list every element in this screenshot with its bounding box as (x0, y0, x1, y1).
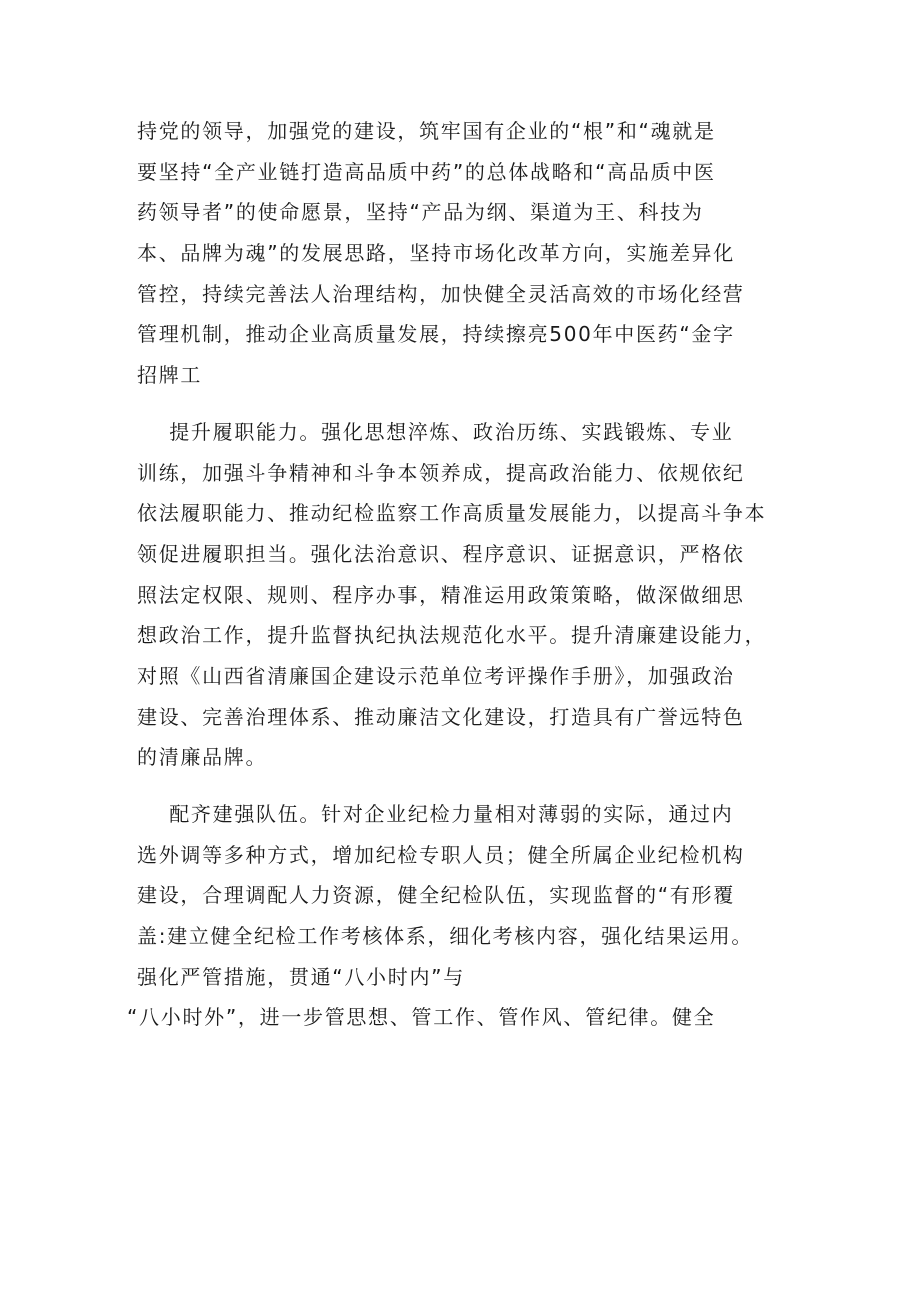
text-line: 盖:建立健全纪检工作考核体系，细化考核内容，强化结果运用。 (137, 924, 754, 949)
text-line: 持党的领导，加强党的建设，筑牢国有企业的“根”和“魂就是 (137, 119, 716, 143)
text-line: 依法履职能力、推动纪检监察工作高质量发展能力，以提高斗争本 (137, 501, 767, 526)
paragraph-2 (137, 412, 797, 778)
text-line: 强化严管措施，贯通“八小时内”与 (137, 964, 465, 989)
text-line: 的清廉品牌。 (137, 745, 268, 770)
paragraph-1 (137, 111, 797, 396)
text-line: 药领导者”的使命愿景，坚持“产品为纲、渠道为王、科技为 (137, 200, 704, 225)
text-line: 管控，持续完善法人治理结构，加快健全灵活高效的市场化经营 (137, 281, 745, 306)
body-text (127, 111, 797, 1038)
paragraph-3 (127, 794, 797, 1038)
text-line: 训练，加强斗争精神和斗争本领养成，提高政治能力、依规依纪 (137, 460, 745, 485)
paragraph-gap (137, 396, 797, 412)
text-line: 招牌工 (137, 363, 203, 388)
text-line: “八小时外”，进一步管思想、管工作、管作风、管纪律。健全 (127, 1005, 716, 1030)
text-line: 照法定权限、规则、程序办事，精准运用政策策略，做深做细思 (137, 582, 745, 607)
text-line: 管理机制，推动企业高质量发展，持续擦亮500年中医药“金字 (137, 322, 735, 347)
text-line: 本、品牌为魂”的发展思路，坚持市场化改革方向，实施差异化 (137, 241, 735, 266)
paragraph-gap (137, 778, 797, 794)
text-line: 选外调等多种方式，增加纪检专职人员；健全所属企业纪检机构 (137, 842, 745, 867)
text-line: 对照《山西省清廉国企建设示范单位考评操作手册》，加强政治 (137, 663, 735, 688)
text-line: 建设，合理调配人力资源，健全纪检队伍，实现监督的“有形覆 (137, 883, 735, 908)
text-line: 想政治工作，提升监督执纪执法规范化水平。提升清廉建设能力， (137, 623, 767, 648)
text-line: 提升履职能力。强化思想淬炼、政治历练、实践锻炼、专业 (137, 419, 734, 444)
text-line: 配齐建强队伍。针对企业纪检力量相对薄弱的实际，通过内 (137, 802, 734, 826)
text-line: 要坚持“全产业链打造高品质中药”的总体战略和“高品质中医 (137, 159, 716, 184)
text-line: 领促进履职担当。强化法治意识、程序意识、证据意识，严格依 (137, 541, 745, 566)
text-line: 建设、完善治理体系、推动廉洁文化建设，打造具有广誉远特色 (137, 704, 745, 729)
